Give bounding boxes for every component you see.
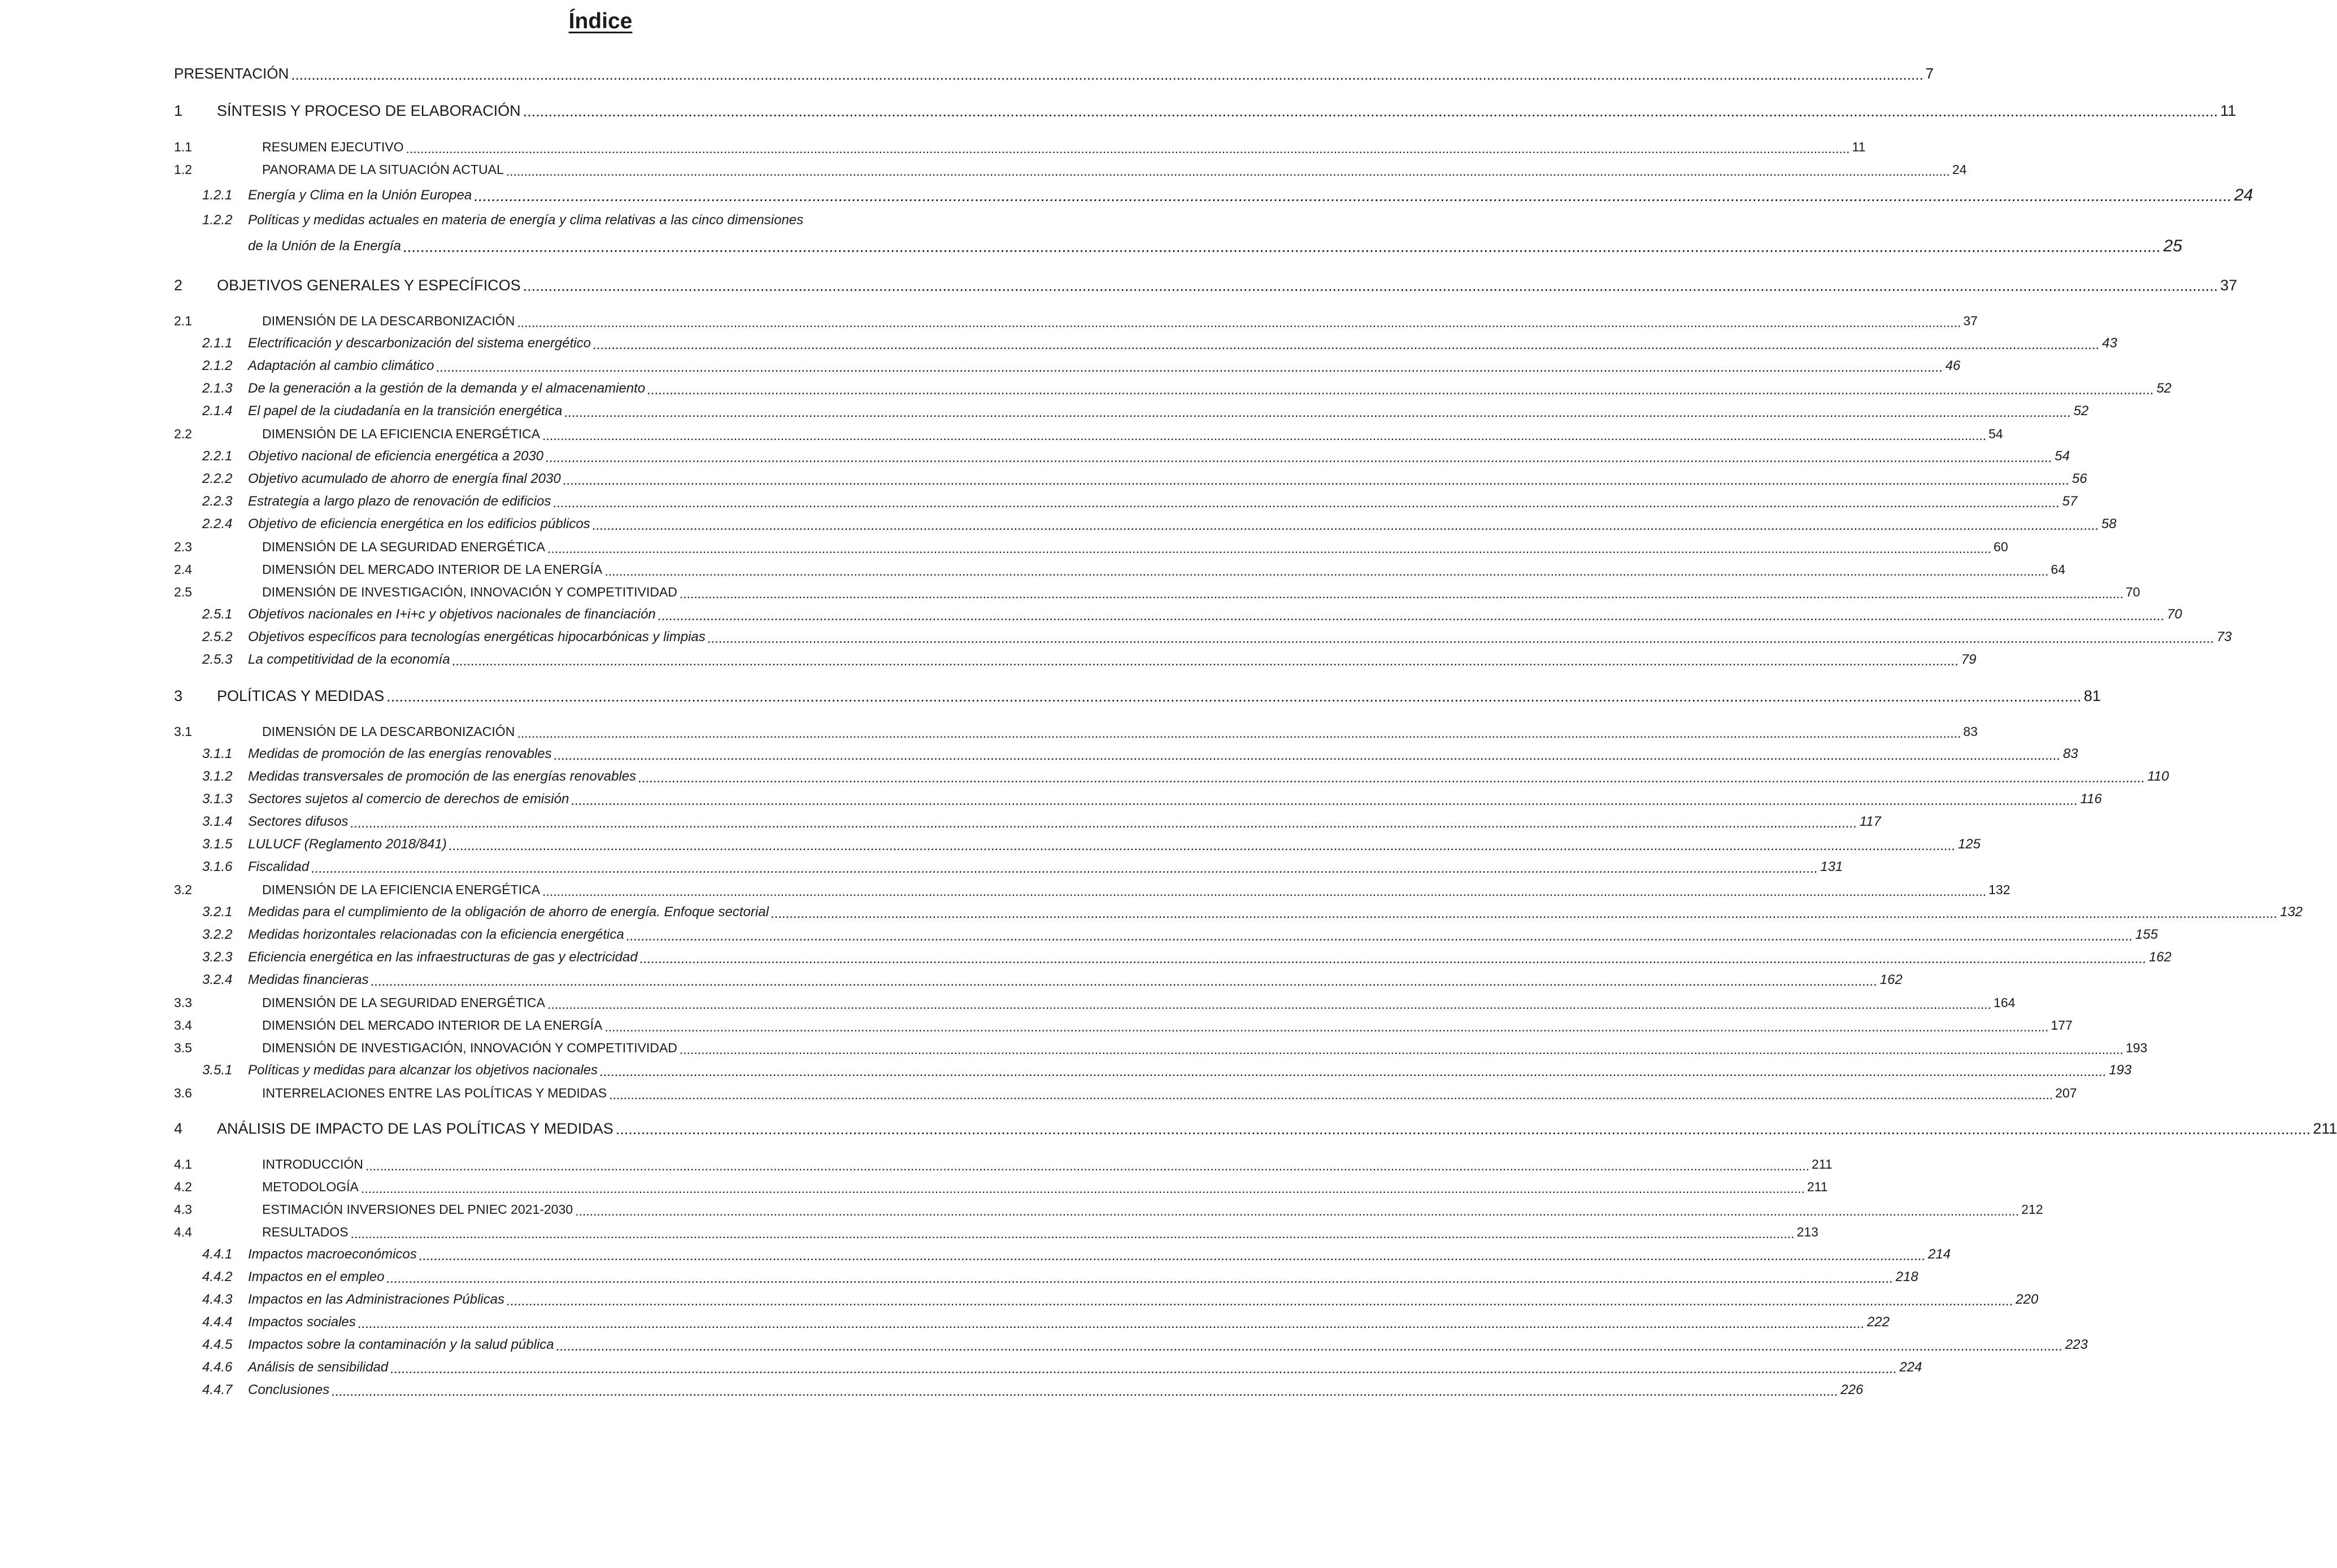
- toc-entry[interactable]: [202, 331, 2117, 356]
- toc-page-number: 37: [2220, 276, 2238, 294]
- toc-page-number: 11: [2220, 102, 2236, 119]
- toc-entry-number: 3.5.1: [202, 1062, 233, 1078]
- toc-page-number: 131: [1820, 859, 1843, 874]
- toc-entry-number: 4.4.6: [202, 1360, 233, 1375]
- toc-entry[interactable]: [202, 900, 2303, 925]
- toc-entry-title: Conclusiones: [248, 1382, 330, 1397]
- toc-entry[interactable]: [174, 1116, 2337, 1141]
- toc-entry[interactable]: [202, 832, 1981, 857]
- toc-dot-leader: ................................................................................................................................................................................................................................................................................................................................................................................................................: [592, 518, 2099, 533]
- toc-entry-number: 2.2: [174, 426, 192, 441]
- toc-page-number: 116: [2080, 791, 2102, 807]
- toc-dot-leader: ................................................................................................................................................................................................................................................................................................................................................................................................................: [523, 103, 2218, 120]
- toc-entry[interactable]: [202, 354, 1961, 378]
- toc-entry-title: PANORAMA DE LA SITUACIÓN ACTUAL: [262, 162, 504, 177]
- toc-entry-number: 2.2.2: [202, 471, 233, 486]
- toc-entry[interactable]: [202, 968, 1903, 992]
- toc-dot-leader: ................................................................................................................................................................................................................................................................................................................................................................................................................: [707, 631, 2214, 646]
- toc-entry[interactable]: [202, 1287, 2039, 1312]
- toc-entry[interactable]: [202, 922, 2158, 947]
- toc-entry-title: Impactos en las Administraciones Públicas: [248, 1292, 504, 1307]
- toc-entry-number: 2.1.1: [202, 336, 233, 351]
- toc-page-number: 211: [1807, 1179, 1828, 1194]
- toc-entry-number: 2.4: [174, 562, 192, 577]
- toc-page-number: 162: [2148, 949, 2171, 965]
- toc-dot-leader: ................................................................................................................................................................................................................................................................................................................................................................................................................: [371, 974, 1878, 989]
- toc-page-number: 222: [1866, 1314, 1890, 1330]
- toc-entry-number: 3.3: [174, 995, 192, 1010]
- toc-dot-leader: ................................................................................................................................................................................................................................................................................................................................................................................................................: [554, 748, 2061, 763]
- toc-entry-title: Medidas financieras: [248, 972, 369, 987]
- toc-entry-title: Fiscalidad: [248, 859, 310, 874]
- toc-entry-title: Sectores sujetos al comercio de derechos de emisión: [248, 791, 569, 807]
- toc-entry[interactable]: [202, 1265, 1918, 1290]
- toc-entry[interactable]: [174, 61, 1934, 86]
- toc-entry[interactable]: [202, 764, 2169, 789]
- toc-page-number: 54: [1988, 426, 2003, 441]
- toc-dot-leader: ................................................................................................................................................................................................................................................................................................................................................................................................................: [390, 1361, 1898, 1377]
- toc-dot-leader: ................................................................................................................................................................................................................................................................................................................................................................................................................: [365, 1158, 1809, 1173]
- toc-entry-number: 4.4: [174, 1225, 192, 1239]
- toc-entry[interactable]: [174, 580, 2140, 604]
- toc-entry[interactable]: [202, 489, 2078, 514]
- toc-dot-leader: ................................................................................................................................................................................................................................................................................................................................................................................................................: [571, 793, 2078, 808]
- toc-page-number: 58: [2101, 516, 2117, 532]
- toc-entry-title: DIMENSIÓN DEL MERCADO INTERIOR DE LA ENERGÍA: [262, 1017, 603, 1033]
- toc-entry-number: 2.1: [174, 313, 192, 328]
- toc-entry-title: Medidas para el cumplimiento de la obligación de ahorro de energía. Enfoque sectorial: [248, 904, 769, 920]
- toc-page-number: 211: [2313, 1120, 2337, 1137]
- toc-entry[interactable]: [174, 990, 2016, 1015]
- toc-entry-title: DIMENSIÓN DE LA DESCARBONIZACIÓN: [262, 724, 515, 739]
- toc-entry-number: 3.5: [174, 1040, 192, 1055]
- toc-entry-number: 3.2.1: [202, 904, 233, 920]
- toc-page-number: 64: [2051, 561, 2066, 577]
- toc-entry-title: Impactos macroeconómicos: [248, 1247, 417, 1262]
- toc-entry[interactable]: [202, 787, 2102, 812]
- toc-page-number: 220: [2016, 1292, 2039, 1307]
- toc-entry-title: Eficiencia energética en las infraestructuras de gas y electricidad: [248, 949, 638, 965]
- toc-entry-title: Políticas y medidas para alcanzar los objetivos nacionales: [248, 1062, 598, 1078]
- toc-page-number: 73: [2216, 629, 2232, 644]
- toc-entry-title: Impactos sociales: [248, 1314, 356, 1330]
- toc-entry[interactable]: [202, 1058, 2132, 1083]
- toc-entry-title: de la Unión de la Energía: [248, 238, 401, 254]
- toc-page-number: 70: [2125, 584, 2140, 599]
- toc-page-number: 43: [2102, 336, 2117, 351]
- toc-dot-leader: ................................................................................................................................................................................................................................................................................................................................................................................................................: [386, 688, 2082, 705]
- toc-dot-leader: ................................................................................................................................................................................................................................................................................................................................................................................................................: [291, 66, 1923, 83]
- toc-entry[interactable]: [202, 1378, 1864, 1403]
- toc-entry[interactable]: [202, 183, 2253, 208]
- toc-entry-number: 3.2: [174, 882, 192, 897]
- toc-page-number: 207: [2055, 1085, 2077, 1100]
- toc-entry-title: SÍNTESIS Y PROCESO DE ELABORACIÓN: [217, 102, 521, 119]
- toc-entry-title: Estrategia a largo plazo de renovación de edificios: [248, 494, 551, 509]
- toc-entry-number: 3.2.2: [202, 927, 233, 942]
- toc-dot-leader: ................................................................................................................................................................................................................................................................................................................................................................................................................: [575, 1204, 2020, 1218]
- toc-dot-leader: ................................................................................................................................................................................................................................................................................................................................................................................................................: [553, 495, 2060, 511]
- toc-dot-leader: ................................................................................................................................................................................................................................................................................................................................................................................................................: [563, 473, 2070, 488]
- toc-entry-continuation[interactable]: [248, 234, 2182, 259]
- toc-page-number: 25: [2163, 237, 2182, 255]
- toc-entry-number: 3: [174, 687, 183, 704]
- toc-entry-title: ANÁLISIS DE IMPACTO DE LAS POLÍTICAS Y MEDIDAS: [217, 1120, 613, 1137]
- toc-entry-title: Objetivos nacionales en I+i+c y objetivos nacionales de financiación: [248, 607, 656, 622]
- toc-entry-title: Adaptación al cambio climático: [248, 358, 434, 373]
- toc-entry-title: PRESENTACIÓN: [174, 64, 289, 82]
- toc-entry-number: 1.2.2: [202, 212, 233, 228]
- toc-entry-title: Energía y Clima en la Unión Europea: [248, 188, 472, 203]
- toc-entry-number: 4.4.2: [202, 1269, 233, 1284]
- toc-dot-leader: ................................................................................................................................................................................................................................................................................................................................................................................................................: [639, 951, 2147, 966]
- toc-entry[interactable]: [174, 1219, 1818, 1244]
- toc-dot-leader: ................................................................................................................................................................................................................................................................................................................................................................................................................: [604, 1020, 2049, 1034]
- toc-dot-leader: ................................................................................................................................................................................................................................................................................................................................................................................................................: [358, 1316, 1865, 1331]
- toc-entry-title: INTERRELACIONES ENTRE LAS POLÍTICAS Y MEDIDAS: [262, 1085, 607, 1100]
- toc-entry-title: Impactos en el empleo: [248, 1269, 385, 1284]
- toc-entry-number: 1.2.1: [202, 188, 233, 203]
- toc-entry[interactable]: [174, 557, 2066, 582]
- toc-page-number: 110: [2147, 769, 2169, 784]
- toc-entry-number: 4.4.1: [202, 1247, 233, 1262]
- toc-entry-number: 3.1: [174, 724, 192, 739]
- toc-entry-number: 2.3: [174, 539, 192, 554]
- toc-page-number: 224: [1899, 1360, 1922, 1375]
- toc-entry[interactable]: [174, 421, 2003, 446]
- toc-page-number: 132: [1988, 882, 2010, 897]
- toc-page-number: 218: [1895, 1269, 1918, 1284]
- toc-entry-title: DIMENSIÓN DE LA EFICIENCIA ENERGÉTICA: [262, 882, 541, 897]
- toc-entry-number: 2.1.3: [202, 381, 233, 396]
- toc-entry-number: 1: [174, 102, 183, 119]
- toc-dot-leader: ................................................................................................................................................................................................................................................................................................................................................................................................................: [593, 337, 2100, 352]
- toc-page-number: 56: [2071, 471, 2087, 486]
- toc-entry-title: Objetivo acumulado de ahorro de energía final 2030: [248, 471, 561, 486]
- toc-entry[interactable]: [202, 444, 2070, 469]
- toc-entry-number: 3.1.4: [202, 814, 233, 829]
- toc-entry-number: 4.2: [174, 1179, 192, 1194]
- toc-entry-title: Impactos sobre la contaminación y la salud pública: [248, 1337, 554, 1352]
- toc-dot-leader: ................................................................................................................................................................................................................................................................................................................................................................................................................: [542, 428, 1987, 443]
- toc-dot-leader: ................................................................................................................................................................................................................................................................................................................................................................................................................: [547, 997, 1992, 1012]
- toc-dot-leader: ................................................................................................................................................................................................................................................................................................................................................................................................................: [615, 1121, 2311, 1138]
- toc-page-number: 24: [2234, 186, 2253, 204]
- toc-entry-number: 2.5.2: [202, 629, 233, 644]
- toc-entry-title: Sectores difusos: [248, 814, 349, 829]
- toc-entry-title: LULUCF (Reglamento 2018/841): [248, 837, 447, 852]
- toc-entry[interactable]: [174, 1035, 2148, 1060]
- toc-dot-leader: ................................................................................................................................................................................................................................................................................................................................................................................................................: [406, 141, 1850, 156]
- toc-entry-number: 3.1.5: [202, 837, 233, 852]
- toc-entry[interactable]: [202, 467, 2087, 491]
- toc-entry[interactable]: [174, 1013, 2073, 1038]
- toc-entry[interactable]: [202, 647, 1977, 672]
- toc-dot-leader: ................................................................................................................................................................................................................................................................................................................................................................................................................: [679, 586, 2123, 601]
- toc-entry[interactable]: [202, 1242, 1951, 1267]
- toc-entry-title: De la generación a la gestión de la demanda y el almacenamiento: [248, 381, 646, 396]
- toc-entry[interactable]: [202, 625, 2232, 650]
- toc-entry[interactable]: [174, 1081, 2077, 1105]
- toc-entry-title: Medidas horizontales relacionadas con la eficiencia energética: [248, 927, 624, 942]
- toc-entry-title: El papel de la ciudadanía en la transición energética: [248, 403, 563, 419]
- toc-entry-number: 3.4: [174, 1018, 192, 1033]
- toc-page-number: 117: [1859, 814, 1881, 829]
- toc-entry[interactable]: [174, 98, 2236, 123]
- toc-dot-leader: ................................................................................................................................................................................................................................................................................................................................................................................................................: [523, 277, 2218, 294]
- toc-dot-leader: ................................................................................................................................................................................................................................................................................................................................................................................................................: [517, 726, 1961, 741]
- toc-page-number: 52: [2073, 403, 2089, 419]
- toc-dot-leader: ................................................................................................................................................................................................................................................................................................................................................................................................................: [547, 541, 1992, 556]
- toc-entry[interactable]: [202, 602, 2182, 627]
- toc-page-number: 60: [1994, 539, 2008, 554]
- toc-entry[interactable]: [174, 1152, 1833, 1177]
- toc-entry[interactable]: [202, 208, 1028, 233]
- toc-entry[interactable]: [202, 855, 1843, 879]
- toc-entry-number: 2.2.3: [202, 494, 233, 509]
- toc-dot-leader: ................................................................................................................................................................................................................................................................................................................................................................................................................: [600, 1064, 2107, 1079]
- toc-entry-number: 2.2.4: [202, 516, 233, 532]
- toc-dot-leader: ................................................................................................................................................................................................................................................................................................................................................................................................................: [474, 187, 2232, 204]
- page-title: Índice: [568, 9, 633, 33]
- toc-entry[interactable]: [202, 809, 1881, 834]
- toc-page-number: 155: [2135, 927, 2158, 942]
- toc-page-number: 193: [2125, 1040, 2148, 1055]
- toc-entry-number: 2.1.4: [202, 403, 233, 419]
- toc-dot-leader: ................................................................................................................................................................................................................................................................................................................................................................................................................: [556, 1339, 2063, 1354]
- toc-dot-leader: ................................................................................................................................................................................................................................................................................................................................................................................................................: [679, 1042, 2123, 1057]
- toc-entry-title: Objetivos específicos para tecnologías energéticas hipocarbónicas y limpias: [248, 629, 706, 644]
- toc-page-number: 57: [2062, 494, 2078, 509]
- toc-page-number: 213: [1796, 1224, 1818, 1239]
- toc-dot-leader: ................................................................................................................................................................................................................................................................................................................................................................................................................: [452, 654, 1959, 669]
- toc-dot-leader: ................................................................................................................................................................................................................................................................................................................................................................................................................: [626, 929, 2133, 944]
- toc-page-number: 193: [2109, 1062, 2132, 1078]
- toc-entry[interactable]: [202, 512, 2117, 537]
- toc-entry-title: DIMENSIÓN DE INVESTIGACIÓN, INNOVACIÓN Y COMPETITIVIDAD: [262, 584, 677, 599]
- toc-dot-leader: ................................................................................................................................................................................................................................................................................................................................................................................................................: [771, 906, 2278, 921]
- toc-page-number: 226: [1840, 1382, 1864, 1397]
- toc-entry-number: 4: [174, 1120, 183, 1137]
- toc-page-number: 83: [2062, 746, 2078, 761]
- toc-entry-number: 4.4.7: [202, 1382, 233, 1397]
- toc-dot-leader: ................................................................................................................................................................................................................................................................................................................................................................................................................: [350, 816, 1857, 831]
- toc-entry-number: 1.2: [174, 162, 192, 177]
- toc-entry[interactable]: [174, 1197, 2043, 1222]
- toc-page-number: 24: [1952, 162, 1967, 177]
- toc-entry-title: DIMENSIÓN DEL MERCADO INTERIOR DE LA ENERGÍA: [262, 561, 603, 577]
- toc-entry-number: 4.3: [174, 1202, 192, 1217]
- toc-page-number: 177: [2051, 1017, 2073, 1033]
- toc-entry[interactable]: [174, 157, 1967, 182]
- toc-entry-number: 3.2.4: [202, 972, 233, 987]
- toc-entry-title: Objetivo nacional de eficiencia energética a 2030: [248, 448, 544, 464]
- toc-page-number: 83: [1963, 724, 1978, 739]
- toc-entry-number: 4.4.5: [202, 1337, 233, 1352]
- toc-entry-number: 2.1.2: [202, 358, 233, 373]
- toc-page-number: 37: [1963, 313, 1978, 328]
- toc-entry-number: 2.5.1: [202, 607, 233, 622]
- toc-entry-title: DIMENSIÓN DE LA DESCARBONIZACIÓN: [262, 313, 515, 328]
- toc-dot-leader: ................................................................................................................................................................................................................................................................................................................................................................................................................: [517, 315, 1961, 330]
- toc-entry[interactable]: [174, 273, 2238, 298]
- toc-dot-leader: ................................................................................................................................................................................................................................................................................................................................................................................................................: [436, 360, 1943, 375]
- toc-entry-title: Medidas de promoción de las energías renovables: [248, 746, 552, 761]
- toc-entry-number: 4.4.3: [202, 1292, 233, 1307]
- toc-dot-leader: ................................................................................................................................................................................................................................................................................................................................................................................................................: [542, 884, 1987, 899]
- toc-entry[interactable]: [202, 1355, 1922, 1380]
- toc-entry-title: Objetivo de eficiencia energética en los edificios públicos: [248, 516, 590, 532]
- toc-entry-number: 2.5.3: [202, 652, 233, 667]
- toc-entry-title: RESUMEN EJECUTIVO: [262, 139, 404, 154]
- toc-page-number: 211: [1811, 1156, 1833, 1171]
- toc-page-number: 70: [2166, 607, 2182, 622]
- toc-dot-leader: ................................................................................................................................................................................................................................................................................................................................................................................................................: [403, 238, 2161, 255]
- toc-dot-leader: ................................................................................................................................................................................................................................................................................................................................................................................................................: [419, 1248, 1926, 1264]
- toc-dot-leader: ................................................................................................................................................................................................................................................................................................................................................................................................................: [564, 405, 2071, 420]
- toc-entry-number: 1.1: [174, 140, 192, 154]
- toc-entry-number: 2.2.1: [202, 448, 233, 464]
- toc-entry[interactable]: [202, 399, 2089, 424]
- toc-page-number: 214: [1927, 1247, 1951, 1262]
- toc-entry-number: 3.2.3: [202, 949, 233, 965]
- toc-entry[interactable]: [174, 683, 2101, 708]
- toc-dot-leader: ................................................................................................................................................................................................................................................................................................................................................................................................................: [360, 1181, 1805, 1196]
- toc-entry-title: Políticas y medidas actuales en materia de energía y clima relativas a las cinco dimensiones: [248, 212, 804, 228]
- toc-entry-number: 3.1.2: [202, 769, 233, 784]
- toc-page-number: 223: [2065, 1337, 2088, 1352]
- toc-entry-title: Electrificación y descarbonización del sistema energético: [248, 336, 591, 351]
- toc-entry-number: 3.1.3: [202, 791, 233, 807]
- toc-page-number: 125: [1957, 837, 1981, 852]
- toc-dot-leader: ................................................................................................................................................................................................................................................................................................................................................................................................................: [332, 1384, 1839, 1399]
- toc-dot-leader: ................................................................................................................................................................................................................................................................................................................................................................................................................: [386, 1271, 1894, 1286]
- toc-page-number: 7: [1925, 64, 1934, 82]
- toc-entry-number: 3.6: [174, 1086, 192, 1100]
- toc-entry-title: INTRODUCCIÓN: [262, 1156, 363, 1171]
- toc-entry-title: Medidas transversales de promoción de las energías renovables: [248, 769, 637, 784]
- toc-page-number: 132: [2280, 904, 2303, 920]
- toc-entry-number: 2.5: [174, 585, 192, 599]
- toc-entry[interactable]: [174, 308, 1978, 333]
- toc-entry[interactable]: [174, 534, 2008, 559]
- toc-entry-title: Análisis de sensibilidad: [248, 1360, 389, 1375]
- toc-dot-leader: ................................................................................................................................................................................................................................................................................................................................................................................................................: [604, 564, 2049, 578]
- toc-page-number: 54: [2055, 448, 2070, 464]
- toc-dot-leader: ................................................................................................................................................................................................................................................................................................................................................................................................................: [638, 770, 2145, 786]
- toc-dot-leader: ................................................................................................................................................................................................................................................................................................................................................................................................................: [350, 1226, 1795, 1241]
- toc-entry-title: La competitividad de la economía: [248, 652, 450, 667]
- toc-page-number: 52: [2156, 381, 2172, 396]
- toc-entry-title: OBJETIVOS GENERALES Y ESPECÍFICOS: [217, 276, 521, 294]
- toc-entry[interactable]: [174, 134, 1866, 159]
- toc-entry[interactable]: [202, 1310, 1890, 1335]
- toc-entry-number: 4.4.4: [202, 1314, 233, 1330]
- toc-dot-leader: ................................................................................................................................................................................................................................................................................................................................................................................................................: [546, 450, 2053, 465]
- toc-entry[interactable]: [202, 376, 2172, 401]
- toc-entry[interactable]: [202, 742, 2078, 766]
- toc-entry-title: METODOLOGÍA: [262, 1179, 359, 1194]
- toc-page-number: 11: [1852, 139, 1866, 154]
- toc-entry-title: DIMENSIÓN DE LA SEGURIDAD ENERGÉTICA: [262, 995, 545, 1010]
- toc-entry-title: DIMENSIÓN DE LA SEGURIDAD ENERGÉTICA: [262, 539, 545, 554]
- toc-page-number: 164: [1994, 995, 2016, 1010]
- toc-entry[interactable]: [174, 877, 2010, 902]
- toc-entry-title: DIMENSIÓN DE LA EFICIENCIA ENERGÉTICA: [262, 426, 541, 441]
- toc-entry-title: RESULTADOS: [262, 1224, 349, 1239]
- toc-entry[interactable]: [202, 945, 2171, 970]
- toc-dot-leader: ................................................................................................................................................................................................................................................................................................................................................................................................................: [658, 608, 2165, 624]
- toc-entry-title: POLÍTICAS Y MEDIDAS: [217, 687, 385, 704]
- toc-dot-leader: ................................................................................................................................................................................................................................................................................................................................................................................................................: [609, 1087, 2053, 1102]
- toc-page-number: 212: [2021, 1201, 2043, 1217]
- toc-entry-number: 3.1.1: [202, 746, 233, 761]
- toc-entry[interactable]: [174, 719, 1978, 744]
- toc-page-number: 46: [1945, 358, 1961, 373]
- toc-dot-leader: ................................................................................................................................................................................................................................................................................................................................................................................................................: [311, 861, 1818, 876]
- toc-dot-leader: ................................................................................................................................................................................................................................................................................................................................................................................................................: [449, 838, 1956, 853]
- toc-page-number: 79: [1961, 652, 1977, 667]
- toc-dot-leader: ................................................................................................................................................................................................................................................................................................................................................................................................................: [506, 164, 1950, 178]
- toc-page-number: 162: [1879, 972, 1903, 987]
- toc-entry-title: ESTIMACIÓN INVERSIONES DEL PNIEC 2021-2030: [262, 1201, 573, 1217]
- toc-entry[interactable]: [202, 1332, 2088, 1357]
- toc-entry-number: 2: [174, 277, 183, 294]
- toc-entry-title: DIMENSIÓN DE INVESTIGACIÓN, INNOVACIÓN Y COMPETITIVIDAD: [262, 1040, 677, 1055]
- toc-entry[interactable]: [174, 1174, 1828, 1199]
- toc-dot-leader: ................................................................................................................................................................................................................................................................................................................................................................................................................: [506, 1293, 2014, 1309]
- toc-page-number: 81: [2083, 687, 2101, 704]
- toc-dot-leader: ................................................................................................................................................................................................................................................................................................................................................................................................................: [647, 382, 2155, 398]
- toc-entry-number: 4.1: [174, 1157, 192, 1171]
- toc-entry-number: 3.1.6: [202, 859, 233, 874]
